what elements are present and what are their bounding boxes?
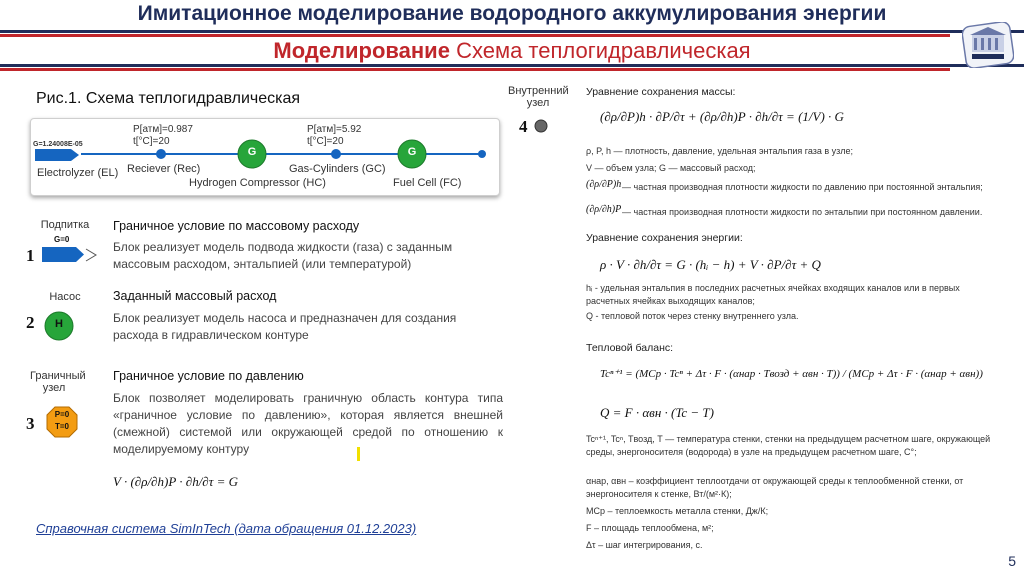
page-subtitle: Моделирование Схема теплогидравлическая <box>273 38 751 63</box>
receiver-node-icon[interactable] <box>155 148 167 160</box>
inner-node-number: 4 <box>519 117 528 136</box>
mass-def1: ρ, P, h — плотность, давление, удельная энтальпия газа в узле; <box>586 146 853 156</box>
page-title: Имитационное моделирование водородного аккумулирования энергии <box>137 2 887 25</box>
energy-formula: ρ · V · ∂h/∂τ = G · (hᵢ − h) + V · ∂P/∂τ + Q <box>600 257 821 272</box>
cylinders-pressure: P[атм]=5.92 <box>307 124 362 135</box>
boundary-icon-text2: T=0 <box>54 422 69 431</box>
electrolyzer-arrow-icon[interactable] <box>35 148 79 162</box>
fuelcell-end-node-icon[interactable] <box>477 149 487 159</box>
reference-link[interactable]: Справочная система SimInTech (дата обращения 01.12.2023) <box>36 521 417 536</box>
fuelcell-label: Fuel Cell (FC) <box>393 177 462 189</box>
block2-heading: Заданный массовый расход <box>113 289 277 303</box>
subtitle-stripe-red <box>0 68 950 71</box>
block2-number: 2 <box>26 313 35 332</box>
mass-def2: V — объем узла; G — массовый расход; <box>586 163 756 173</box>
receiver-label: Reciever (Rec) <box>127 163 201 175</box>
block3-caption: Граничный узел <box>30 370 86 394</box>
figure-caption: Рис.1. Схема теплогидравлическая <box>36 90 301 107</box>
block3-formula: V · (∂ρ/∂h)P · ∂h/∂τ = G <box>113 474 239 489</box>
block3-text: Блок позволяет моделировать граничную область контура типа «граничное условие по давлению», которая является внешней (смежной) системой или окружающей средой по отношению к моделируемому контуру <box>113 391 503 456</box>
page-number: 5 <box>1008 553 1016 569</box>
block2-caption: Насос <box>49 291 81 303</box>
block1-number: 1 <box>26 246 35 265</box>
energy-def2: Q - тепловой поток через стенку внутреннего узла. <box>586 311 799 321</box>
block1-heading: Граничное условие по массовому расходу <box>113 219 360 233</box>
feed-icon-text: G=0 <box>54 235 70 244</box>
cylinders-temperature: t[°C]=20 <box>307 136 344 147</box>
cylinders-label: Gas-Cylinders (GC) <box>289 163 386 175</box>
heat-heading: Тепловой баланс: <box>586 342 674 354</box>
block1-text: Блок реализует модель подвода жидкости (газа) с заданным массовым расходом, энтальпией (или температурой) <box>113 240 453 271</box>
energy-heading: Уравнение сохранения энергии: <box>586 232 743 244</box>
block1-caption: Подпитка <box>40 219 90 231</box>
university-emblem-icon <box>962 22 1014 68</box>
mass-def3-symbol: (∂ρ/∂P)h <box>586 179 622 190</box>
electrolyzer-label: Electrolyzer (EL) <box>37 167 119 179</box>
thermohydraulic-scheme <box>30 118 500 196</box>
block3-heading: Граничное условие по давлению <box>113 369 304 383</box>
inner-node-caption: Внутренний узел <box>508 85 569 109</box>
heat-formula-1: Tcⁿ⁺¹ = (MCp · Tcⁿ + Δτ · F · (αнар · Tвозд + αвн · T)) / (MCp + Δτ · F · (αнар + αвн)) <box>600 368 983 380</box>
mass-def3: — частная производная плотности жидкости по давлению при постоянной энтальпия; <box>622 182 983 192</box>
compressor-label: Hydrogen Compressor (HC) <box>189 177 326 189</box>
block3-number: 3 <box>26 414 35 433</box>
feed-source-icon[interactable] <box>42 244 98 266</box>
heat-def1: Tcⁿ⁺¹, Tcⁿ, Tвозд, T — температура стенки, стенки на предыдущем расчетном шаге, окружающей среды, энергоносителя (водорода) в узле на предыдущем расчетном шаге, С°; <box>586 434 991 457</box>
inner-node-icon[interactable] <box>533 118 549 134</box>
receiver-pressure: P[атм]=0.987 <box>133 124 193 135</box>
heat-def4: F – площадь теплообмена, м²; <box>586 523 714 533</box>
receiver-temperature: t[°C]=20 <box>133 136 170 147</box>
header-stripe-red <box>0 34 950 37</box>
electrolyzer-value: G=1.24008E-05 <box>33 141 83 148</box>
fuelcell-glyph: G <box>407 146 417 158</box>
heat-def5: Δτ – шаг интегрирования, с. <box>586 540 703 550</box>
heat-def3: MCp – теплоемкость металла стенки, Дж/К; <box>586 506 769 516</box>
mass-def4: — частная производная плотности жидкости по энтальпии при постоянном давлении. <box>622 207 983 217</box>
subtitle-stripe-navy <box>0 64 1024 67</box>
heat-formula-2: Q = F · αвн · (Tc − T) <box>600 405 714 420</box>
mass-heading: Уравнение сохранения массы: <box>586 86 736 98</box>
compressor-glyph: G <box>247 146 257 158</box>
boundary-icon-text1: P=0 <box>54 410 70 419</box>
energy-def1: hᵢ - удельная энтальпия в последних расчетных ячейках входящих каналов или в первых расчетных ячейках выходящих каналов; <box>586 283 960 306</box>
text-cursor-mark <box>357 447 360 461</box>
block2-text: Блок реализует модель насоса и предназначен для создания расхода в гидравлическом контуре <box>113 311 457 342</box>
mass-formula: (∂ρ/∂P)h · ∂P/∂τ + (∂ρ/∂h)P · ∂h/∂τ = (1/V) · G <box>600 109 844 124</box>
cylinders-node-icon[interactable] <box>330 148 342 160</box>
heat-def2: αнар, αвн – коэффициент теплоотдачи от окружающей среды к теплообменной стенки, от энергоносителя к стенке, Вт/(м²·К); <box>586 476 964 499</box>
mass-def4-symbol: (∂ρ/∂h)P <box>586 204 622 215</box>
pump-icon-glyph: H <box>55 318 63 330</box>
header-stripe-navy <box>0 30 1024 33</box>
